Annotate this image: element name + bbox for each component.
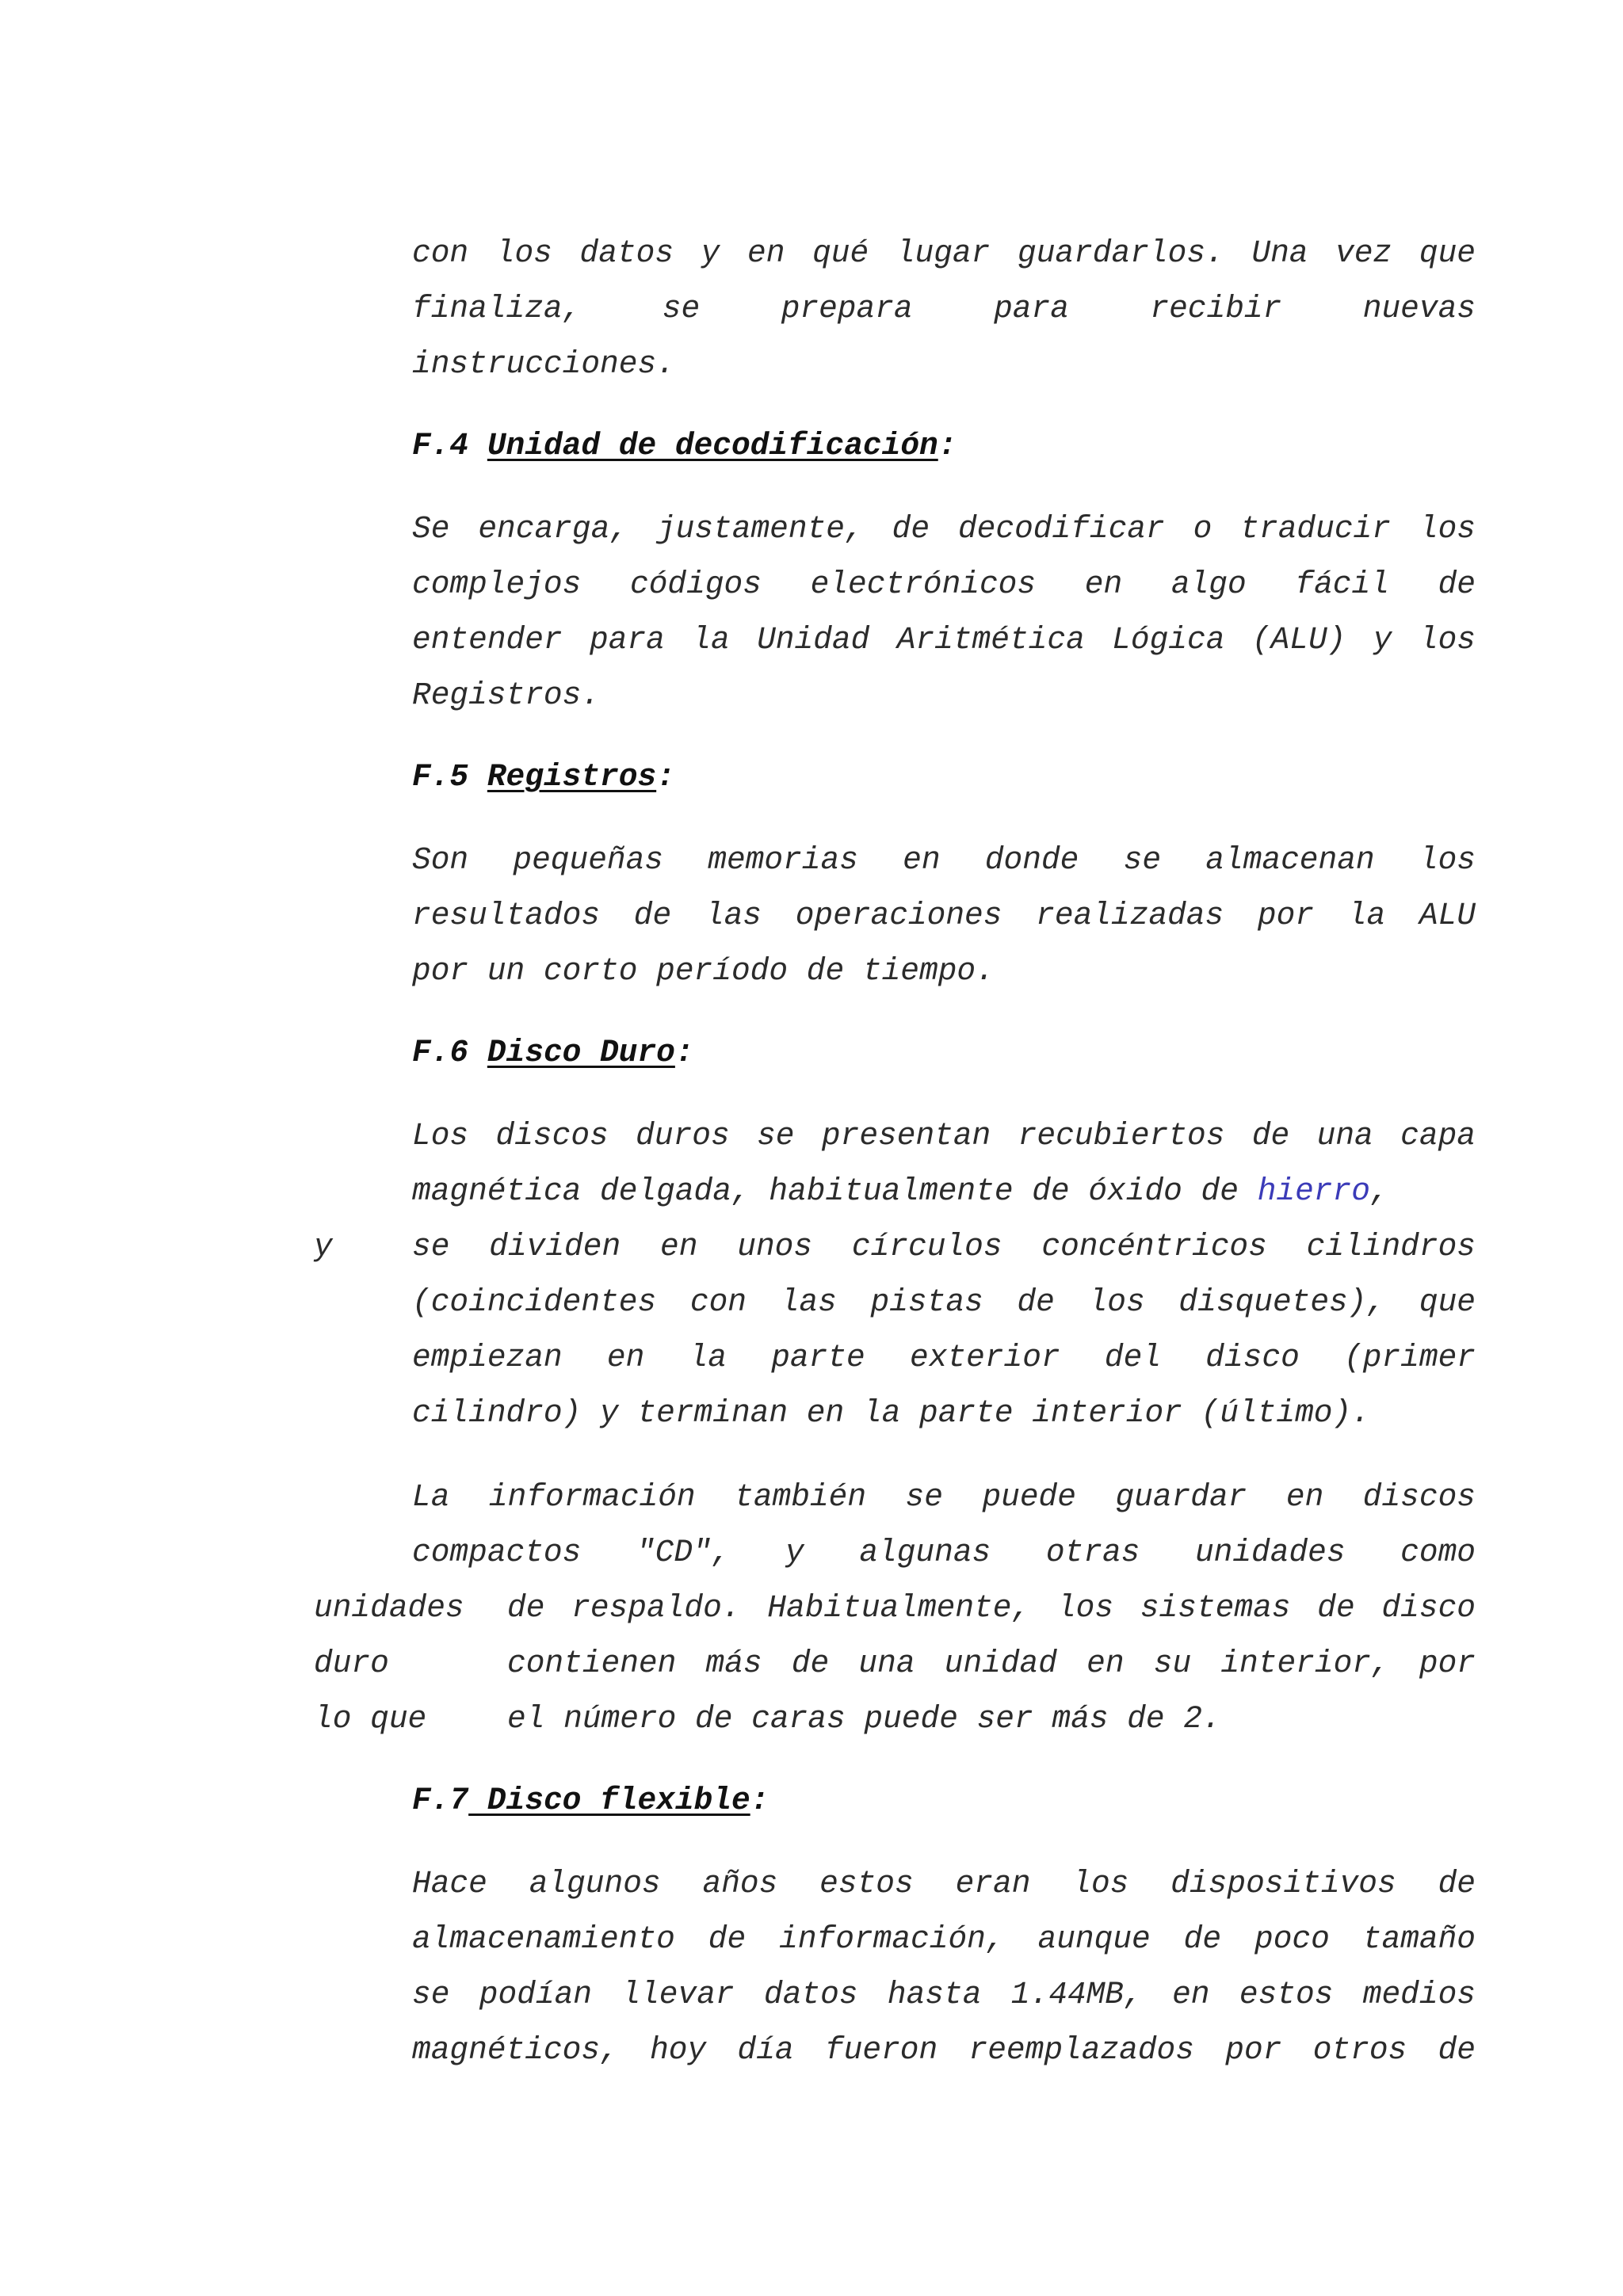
section-heading-f5 — [412, 749, 1476, 805]
heading-colon: : — [750, 1783, 769, 1818]
section-number: F.4 — [412, 428, 487, 463]
text-line: Son pequeñas memorias en donde se almacenan los — [412, 842, 1476, 878]
text-line: (coincidentes con las pistas de los disquetes), que — [412, 1284, 1476, 1320]
text-line: se dividen en unos círculos concéntricos cilindros — [412, 1229, 1476, 1264]
text-line: de respaldo. Habitualmente, los sistemas de disco — [507, 1590, 1476, 1626]
text-line: finaliza, se prepara para recibir nuevas — [412, 291, 1476, 326]
text-line: empiezan en la parte exterior del disco (primer — [412, 1340, 1476, 1375]
text-line: Registros. — [412, 677, 601, 713]
margin-word: y — [314, 1229, 333, 1264]
text-line: se podían llevar datos hasta 1.44MB, en estos medios — [412, 1977, 1476, 2012]
text-line: Los discos duros se presentan recubiertos de una capa — [412, 1118, 1476, 1154]
hierro-link[interactable]: hierro — [1257, 1173, 1370, 1209]
text-line: por un corto período de tiempo. — [412, 953, 995, 989]
text-line: con los datos y en qué lugar guardarlos. Una vez que — [412, 235, 1476, 271]
section-title: Disco Duro — [487, 1035, 675, 1070]
section-title: Registros — [487, 759, 657, 795]
section-title: Unidad de decodificación — [487, 428, 938, 463]
margin-word: lo que — [314, 1701, 427, 1737]
heading-colon: : — [938, 428, 957, 463]
text-segment: magnética delgada, habitualmente de óxido de — [412, 1173, 1258, 1209]
margin-word: unidades — [314, 1590, 464, 1626]
text-segment: , — [1369, 1173, 1389, 1209]
section-number: F.7 — [412, 1783, 469, 1818]
text-line: instrucciones. — [412, 346, 675, 382]
text-line: Se encarga, justamente, de decodificar o traducir los — [412, 511, 1476, 547]
heading-colon: : — [656, 759, 675, 795]
text-line: compactos "CD", y algunas otras unidades como — [412, 1535, 1476, 1570]
text-line: complejos códigos electrónicos en algo fácil de — [412, 566, 1476, 602]
text-line: magnéticos, hoy día fueron reemplazados por otros de — [412, 2032, 1476, 2068]
section-number: F.5 — [412, 759, 487, 795]
text-line: almacenamiento de información, aunque de poco tamaño — [412, 1921, 1476, 1957]
section-number: F.6 — [412, 1035, 487, 1070]
text-line: el número de caras puede ser más de 2. — [507, 1701, 1221, 1737]
section-title: Disco flexible — [468, 1783, 750, 1818]
margin-word: duro — [314, 1646, 389, 1681]
text-line: entender para la Unidad Aritmética Lógica (ALU) y los — [412, 622, 1476, 658]
section-heading-f6 — [412, 1025, 1476, 1081]
heading-colon: : — [674, 1035, 694, 1070]
section-heading-f4 — [412, 418, 1476, 474]
text-line: Hace algunos años estos eran los dispositivos de — [412, 1866, 1476, 1901]
section-heading-f7 — [412, 1773, 1476, 1829]
text-line: resultados de las operaciones realizadas por la ALU — [412, 898, 1476, 933]
text-line — [412, 1164, 1476, 1219]
text-line: cilindro) y terminan en la parte interior (último). — [412, 1395, 1370, 1431]
text-line: contienen más de una unidad en su interior, por — [507, 1646, 1476, 1681]
text-line: La información también se puede guardar en discos — [412, 1479, 1476, 1515]
